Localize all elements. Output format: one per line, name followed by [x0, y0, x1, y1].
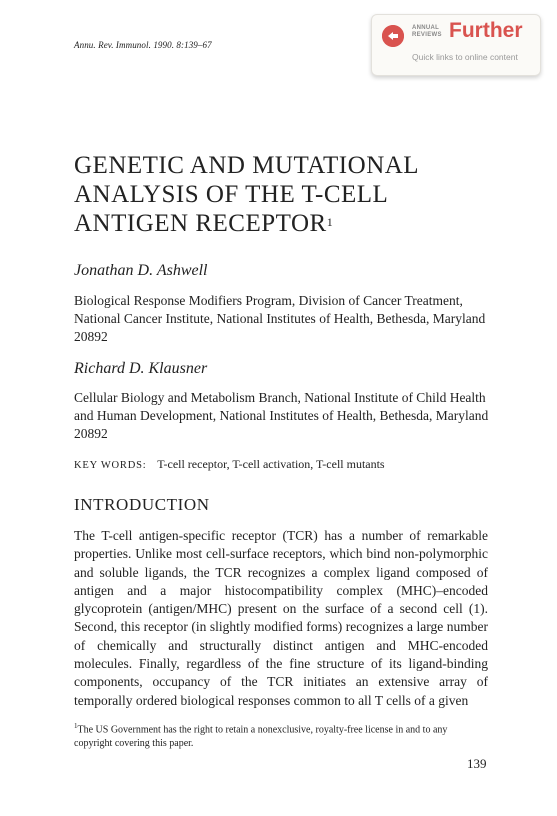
annual-reviews-logo-icon	[382, 25, 404, 47]
intro-paragraph: The T-cell antigen-specific receptor (TCR) has a number of remarkable properties. Unlike most cell-surface receptors, which bind non-polymorphic and soluble ligands, the TCR recognizes a complex ligand composed of antigen and a major histocompatibility complex (MHC)–encoded glycoprotein (antigen/MHC) present on the surface of a second cell (1). Second, this receptor (in slightly modified forms) recognizes a large number of chemically and structurally distinct antigen and MHC-encoded molecules. Finally, regardless of the fine structure of its ligand-binding components, occupancy of the TCR initiates an extensive array of temporally ordered biological responses common to all T cells of a given	[74, 528, 488, 708]
footnote	[74, 719, 488, 751]
keywords-list: T-cell receptor, T-cell activation, T-cell mutants	[157, 457, 385, 471]
keywords-line	[74, 457, 385, 472]
title-line: ANALYSIS OF THE T-CELL	[74, 181, 389, 208]
title-line: GENETIC AND MUTATIONAL	[74, 152, 420, 179]
further-subtitle[interactable]: Quick links to online content	[412, 52, 518, 62]
title-footnote-mark: 1	[326, 215, 334, 229]
title-line-with-mark	[74, 209, 494, 238]
article-title	[74, 151, 494, 238]
annual-reviews-label: ANNUAL REVIEWS	[412, 25, 442, 38]
footnote-text: The US Government has the right to retain a nonexclusive, royalty-free license in and to any copyright covering this paper.	[74, 724, 448, 750]
author-name: Jonathan D. Ashwell	[74, 262, 208, 279]
section-heading: INTRODUCTION	[74, 495, 210, 514]
author-name: Richard D. Klausner	[74, 360, 208, 377]
further-wordmark[interactable]: Further	[449, 19, 523, 42]
footnote-mark: 1	[74, 722, 78, 730]
page-number: 139	[467, 756, 487, 771]
title-line: ANTIGEN RECEPTOR	[74, 210, 327, 237]
author-affiliation: Cellular Biology and Metabolism Branch, National Institute of Child Health and Human Development, National Institutes of Health, Bethesda, Maryland 20892	[74, 390, 489, 441]
further-quick-links-badge[interactable]	[371, 14, 541, 76]
journal-citation: Annu. Rev. Immunol. 1990. 8:139–67	[74, 40, 212, 50]
keywords-label: KEY WORDS:	[74, 460, 147, 471]
author-affiliation: Biological Response Modifiers Program, Division of Cancer Treatment, National Cancer Institute, National Institutes of Health, Bethesda, Maryland 20892	[74, 293, 486, 344]
